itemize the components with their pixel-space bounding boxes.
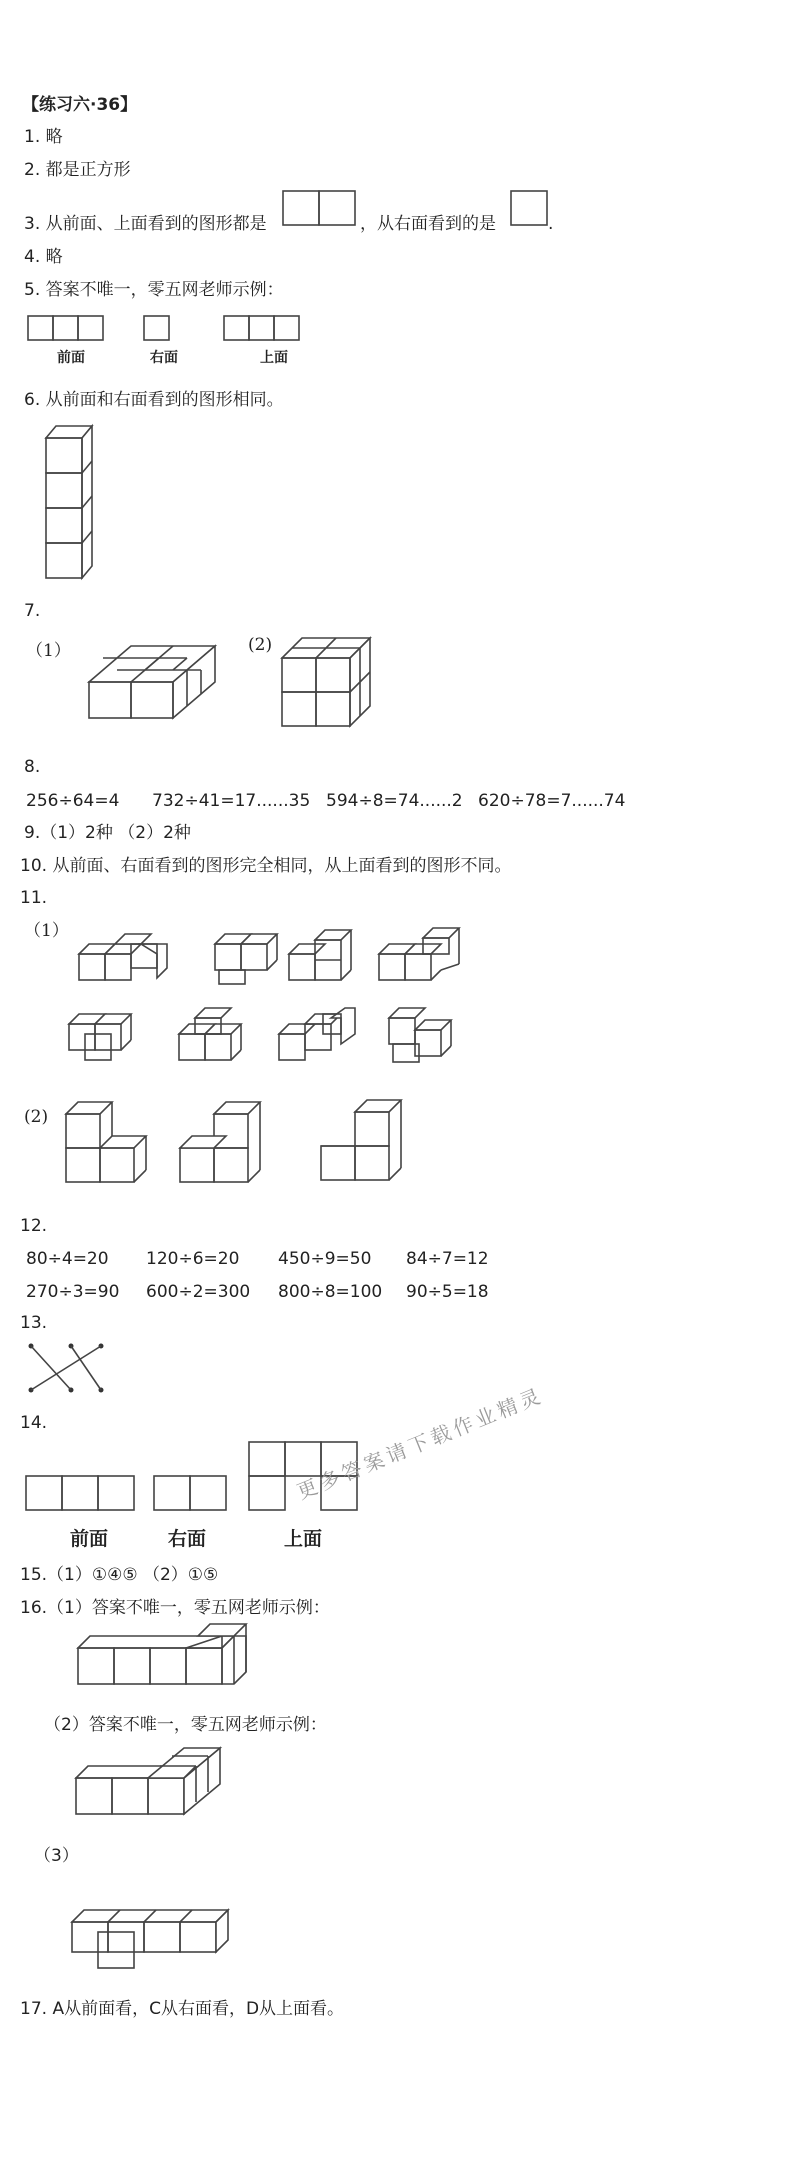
answer-13: 13. xyxy=(20,1313,48,1333)
answer-6: 6. 从前面和右面看到的图形相同。 xyxy=(24,390,284,410)
answer-7-figure-1 xyxy=(85,640,225,740)
answer-16-3: （3） xyxy=(34,1846,79,1866)
answer-12: 12. xyxy=(20,1216,48,1236)
answer-14-label-top: 上面 xyxy=(284,1528,323,1550)
watermark: 更多答案请下载作业精灵 xyxy=(293,1382,548,1504)
answer-12-r1-1: 80÷4=20 xyxy=(26,1249,109,1269)
answer-11-row-1 xyxy=(75,920,495,990)
answer-11-label-2: (2) xyxy=(24,1107,49,1127)
answer-3-prefix: 3. 从前面、上面看到的图形都是 xyxy=(24,214,267,234)
answer-7-label-2: (2) xyxy=(248,635,273,655)
answer-7: 7. xyxy=(24,601,41,621)
answer-16-2: （2）答案不唯一，零五网老师示例： xyxy=(44,1715,327,1735)
answer-8-eq-4: 620÷78=7......74 xyxy=(478,791,626,811)
answer-11-label-1: （1） xyxy=(24,921,69,941)
answer-3-middle: ，从右面看到的是 xyxy=(360,214,496,234)
answer-8-eq-2: 732÷41=17......35 xyxy=(152,791,311,811)
answer-12-r2-3: 800÷8=100 xyxy=(278,1282,383,1302)
answer-12-r1-3: 450÷9=50 xyxy=(278,1249,372,1269)
answer-3-end: . xyxy=(548,214,554,234)
answer-15: 15.（1）①④⑤ （2）①⑤ xyxy=(20,1565,219,1585)
answer-14-label-right: 右面 xyxy=(168,1528,207,1550)
answer-11-row-2 xyxy=(65,1000,485,1070)
answer-12-r1-4: 84÷7=12 xyxy=(406,1249,489,1269)
answer-16-figure-2 xyxy=(72,1744,252,1834)
answer-9: 9.（1）2种 （2）2种 xyxy=(24,823,191,843)
answer-1: 1. 略 xyxy=(24,127,63,147)
answer-16-figure-3 xyxy=(72,1904,242,1984)
answer-13-matching-lines xyxy=(26,1340,116,1400)
answer-12-r2-2: 600÷2=300 xyxy=(146,1282,251,1302)
answer-17: 17. A从前面看，C从右面看，D从上面看。 xyxy=(20,1999,345,2019)
answer-14-label-front: 前面 xyxy=(70,1528,109,1550)
answer-5-label-front: 前面 xyxy=(57,350,85,366)
answer-2: 2. 都是正方形 xyxy=(24,160,131,180)
exercise-title: 【练习六·36】 xyxy=(22,95,138,115)
answer-16-figure-1 xyxy=(74,1628,264,1698)
answer-11: 11. xyxy=(20,888,48,908)
answer-3-right-view xyxy=(510,190,550,230)
answer-6-cube-stack xyxy=(40,418,110,588)
answer-8-eq-3: 594÷8=74......2 xyxy=(326,791,463,811)
answer-14: 14. xyxy=(20,1413,48,1433)
answer-7-figure-2 xyxy=(278,634,388,744)
answer-16-1: 16.（1）答案不唯一，零五网老师示例： xyxy=(20,1598,330,1618)
answer-4: 4. 略 xyxy=(24,247,63,267)
answer-7-label-1: （1） xyxy=(26,641,71,661)
answer-8: 8. xyxy=(24,757,41,777)
answer-10: 10. 从前面、右面看到的图形完全相同，从上面看到的图形不同。 xyxy=(20,856,512,876)
answer-8-eq-1: 256÷64=4 xyxy=(26,791,120,811)
answer-3-front-top-view xyxy=(282,190,358,230)
answer-12-r2-4: 90÷5=18 xyxy=(406,1282,489,1302)
answer-12-r1-2: 120÷6=20 xyxy=(146,1249,240,1269)
answer-5-label-top: 上面 xyxy=(260,350,288,366)
answer-5-label-right: 右面 xyxy=(150,350,178,366)
answer-11-part-2-figures xyxy=(60,1090,420,1200)
answer-5: 5. 答案不唯一，零五网老师示例： xyxy=(24,280,284,300)
answer-12-r2-1: 270÷3=90 xyxy=(26,1282,120,1302)
